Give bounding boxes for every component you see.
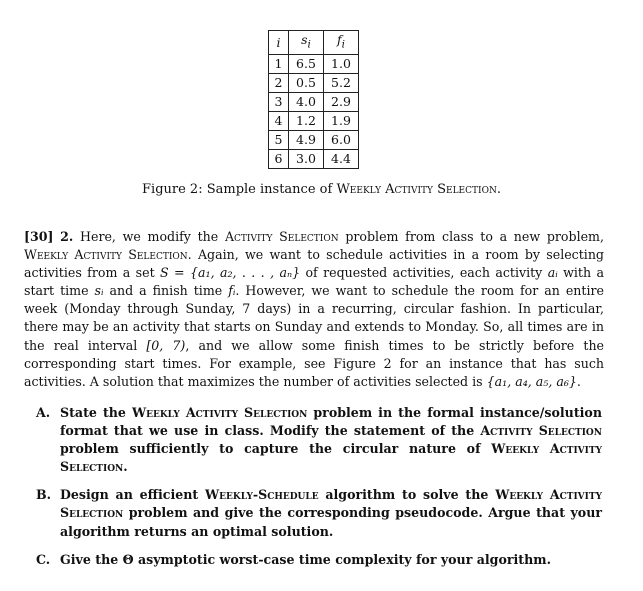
cell-i: 6: [269, 149, 289, 168]
problem-text: of requested activities, each activity: [300, 265, 548, 281]
caption-suffix: .: [496, 182, 501, 197]
problem-name-activity-selection: Activity Selection: [224, 229, 339, 244]
problem-name: Weekly Activity Selection: [60, 487, 602, 521]
part-a-label: A.: [36, 405, 51, 420]
part-text: problem and give the corresponding pseudocode. Argue that your algorithm returns an optimal solution.: [60, 505, 602, 539]
table-row: [269, 111, 359, 130]
cell-i: 5: [269, 130, 289, 149]
part-text: problem sufficiently to capture the circular nature of: [60, 441, 492, 457]
caption-prefix: Figure 2: Sample instance of: [142, 182, 337, 197]
part-a: [36, 404, 602, 476]
header-s: $s_i$: [289, 31, 324, 55]
cell-f: 5.2: [324, 73, 359, 92]
instance-table-wrapper: [268, 30, 359, 169]
part-c: [36, 551, 602, 569]
part-text: Design an efficient: [60, 487, 206, 503]
problem-name: Weekly Activity Selection: [60, 441, 603, 475]
problem-name: Activity Selection: [480, 423, 602, 439]
caption-problem-name: Weekly Activity Selection: [336, 182, 497, 197]
problem-number: 2.: [60, 229, 74, 244]
table-row: [269, 92, 359, 111]
problem-name: Weekly Activity Selection: [131, 405, 308, 420]
table-header-row: [269, 31, 359, 55]
part-text: problem in the formal instance/solution format that we use in class. Modify the statement of the: [60, 405, 602, 439]
problem-text: , and we allow some finish times to be strictly before the corresponding start times. For example, see Figure 2 for an instance that has such activities. A solution that maximizes the number of activities selected is: [24, 337, 605, 389]
problem-statement: [24, 228, 604, 391]
header-f: $f_i$: [324, 31, 359, 55]
cell-s: 3.0: [289, 149, 324, 168]
table-row: [269, 54, 359, 73]
header-i: i: [269, 31, 289, 55]
algorithm-name: Weekly-Schedule: [205, 487, 319, 503]
cell-f: 1.0: [324, 54, 359, 73]
table-row: [269, 73, 359, 92]
cell-s: 0.5: [289, 73, 324, 92]
cell-i: 4: [269, 111, 289, 130]
part-text: .: [123, 459, 128, 475]
instance-table: [268, 30, 359, 169]
problem-text: with a start time: [24, 265, 604, 299]
cell-s: 1.2: [289, 111, 324, 130]
cell-f: 6.0: [324, 130, 359, 149]
part-text: State the: [60, 405, 132, 420]
math-solution-set: {a₁, a₄, a₅, a₆}: [486, 373, 577, 389]
part-b: [36, 486, 602, 540]
problem-text: and a finish time: [103, 283, 229, 299]
cell-s: 4.9: [289, 130, 324, 149]
cell-s: 4.0: [289, 92, 324, 111]
table-row: [269, 149, 359, 168]
problem-text: problem from class to a new problem,: [338, 229, 604, 244]
part-text: Give the Θ asymptotic worst-case time complexity for your algorithm.: [60, 551, 551, 567]
cell-i: 2: [269, 73, 289, 92]
cell-i: 1: [269, 54, 289, 73]
problem-points: [30]: [24, 229, 54, 244]
math-start-time: sᵢ: [94, 283, 104, 299]
problem-text: . However, we want to schedule the room for an entire week (Monday through Sunday, 7 days) in a recurring, circular fashion. In particular, there may be an activity that starts on Sunday and extends to Monday. So, all times are in the real interval: [24, 283, 604, 353]
problem-text: . Again, we want to schedule activities in a room by selecting activities from a set: [24, 247, 604, 281]
table-row: [269, 130, 359, 149]
cell-f: 1.9: [324, 111, 359, 130]
math-activity: aᵢ: [547, 265, 558, 281]
cell-i: 3: [269, 92, 289, 111]
problem-name-weekly: Weekly Activity Selection: [24, 247, 188, 263]
part-c-label: C.: [36, 551, 51, 567]
problem-text: .: [576, 373, 581, 389]
part-text: algorithm to solve the: [318, 487, 496, 503]
cell-s: 6.5: [289, 54, 324, 73]
math-finish-time: fᵢ: [228, 283, 236, 299]
cell-f: 4.4: [324, 149, 359, 168]
math-set-s: S = {a₁, a₂, . . . , aₙ}: [160, 265, 301, 281]
problem-parts: [36, 404, 602, 579]
figure-caption: [0, 182, 643, 197]
problem-text: Here, we modify the: [73, 229, 225, 244]
part-b-label: B.: [36, 487, 52, 503]
cell-f: 2.9: [324, 92, 359, 111]
math-interval: [0, 7): [146, 337, 186, 353]
